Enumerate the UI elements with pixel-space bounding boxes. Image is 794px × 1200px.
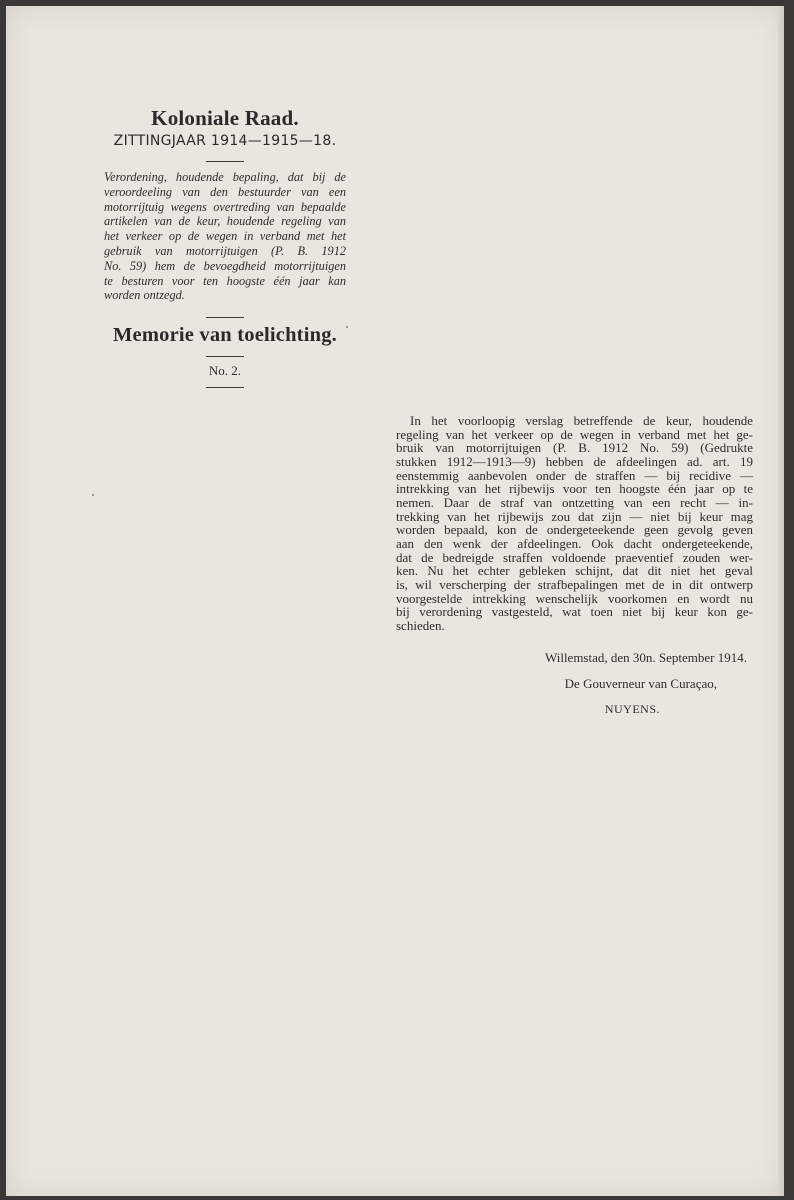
divider [206, 356, 244, 357]
signature-place-date: Willemstad, den 30n. September 1914. [544, 649, 747, 665]
signature-title: De Gouverneur van Curaçao, [564, 675, 717, 691]
divider [206, 161, 244, 162]
divider [206, 387, 244, 388]
body-line: bij verordening vastgesteld, wat toen niet bij keur kon ge- [396, 604, 753, 620]
body-line: trekking van het rijbewijs zou dat zijn — niet bij keur mag [396, 508, 753, 524]
page-edge [778, 6, 784, 1196]
body-line: dat de bedreigde straffen voldoende praeventief zouden wer- [396, 549, 753, 565]
body-line: aan den wenk der afdeelingen. Ook dacht ondergeteekende, [396, 535, 753, 551]
paper-speck [346, 326, 348, 328]
subject-line: gebruik van motorrijtuigen (P. B. 1912 [104, 243, 346, 258]
divider [206, 317, 244, 318]
header-block [100, 100, 350, 388]
body-block [396, 414, 753, 717]
subject-line: worden ontzegd. [104, 288, 185, 303]
body-line: schieden. [396, 617, 445, 633]
body-paragraph [396, 414, 753, 633]
subject-line: te besturen voor ten hoogste één jaar kan [104, 273, 346, 288]
body-line: bruik van motorrijtuigen (P. B. 1912 No. 59) (Gedrukte [396, 440, 753, 456]
subject-paragraph [104, 170, 346, 303]
body-line: intrekking van het rijbewijs voor ten hoogste één jaar op te [396, 481, 753, 497]
subject-line: het verkeer op de wegen in verband met het [104, 229, 346, 244]
body-line: In het voorloopig verslag betreffende de keur, houdende [410, 413, 753, 428]
signature-name: NUYENS. [604, 701, 660, 716]
body-line: nemen. Daar de straf van ontzetting van een recht — in- [396, 494, 753, 510]
body-line: ken. Nu het echter gebleken schijnt, dat dit niet het geval [396, 563, 753, 579]
body-line: is, wil verscherping der strafbepalingen met de in dit ontwerp [396, 576, 753, 592]
subject-line: motorrijtuig wegens overtreding van bepaalde [104, 199, 346, 214]
body-line: regeling van het verkeer op de wegen in verband met het ge- [396, 426, 753, 442]
document-number: No. 2. [208, 363, 242, 379]
subject-line: Verordening, houdende bepaling, dat bij de [104, 170, 346, 184]
paper-speck [92, 494, 94, 496]
subject-line: veroordeeling van den bestuurder van een [104, 184, 346, 199]
body-line: worden bepaald, kon de ondergeteekende geen gevolg geven [396, 522, 753, 538]
subject-line: artikelen van de keur, houdende regeling van [104, 214, 346, 229]
body-line: voorgestelde intrekking wenschelijk voorkomen en wordt nu [396, 590, 753, 606]
body-line: stukken 1912—1913—9) hebben de afdeelingen ad. art. 19 [396, 453, 753, 469]
memorie-title: Memorie van toelichting. [113, 324, 337, 347]
session-year: ZITTINGJAAR 1914—1915—18. [113, 133, 337, 149]
council-title: Koloniale Raad. [151, 106, 299, 130]
subject-line: No. 59) hem de bevoegdheid motorrijtuigen [104, 258, 346, 273]
body-line: eenstemmig aanbevolen onder de straffen — bij recidive — [396, 467, 753, 483]
